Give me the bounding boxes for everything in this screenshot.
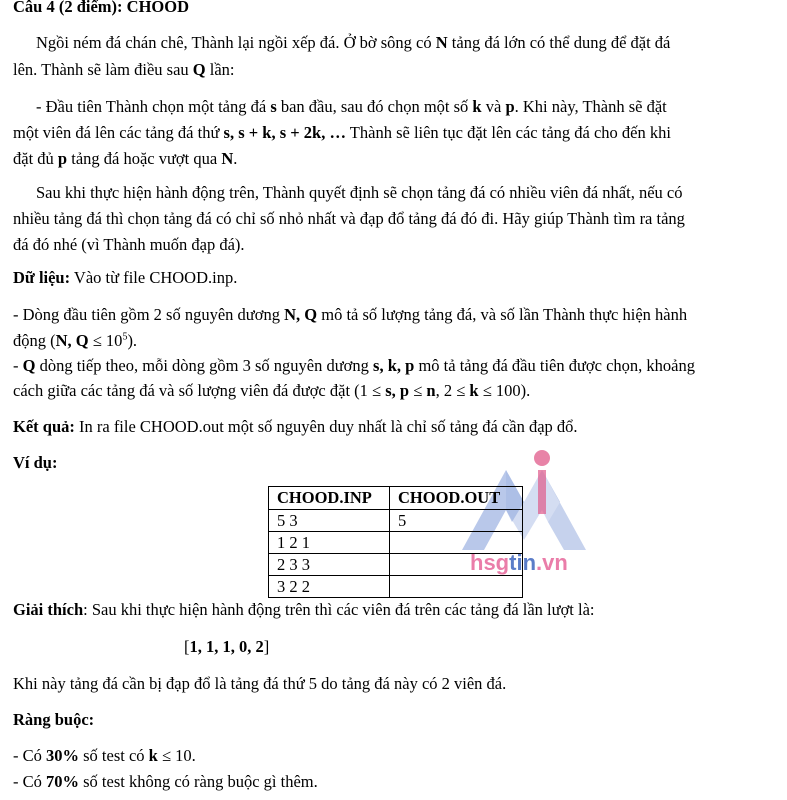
table-cell: 1 2 1 xyxy=(269,532,390,554)
explain-conclusion: Khi này tảng đá cần bị đạp đổ là tảng đá thứ 5 do tảng đá này có 2 viên đá. xyxy=(13,674,507,693)
watermark-text: hsgtin.vn xyxy=(470,550,568,575)
table-cell xyxy=(390,576,523,598)
input-line-4: cách giữa các tảng đá và số lượng viên đá được đặt (1 ≤ s, p ≤ n, 2 ≤ k ≤ 100). xyxy=(13,381,531,400)
decision-line-1: Sau khi thực hiện hành động trên, Thành quyết định sẽ chọn tảng đá có nhiều viên đá nhất, nếu có xyxy=(36,183,683,202)
table-row xyxy=(269,576,523,598)
output-heading: Kết quả: In ra file CHOOD.out một số nguyên duy nhất là chỉ số tảng đá cần đạp đổ. xyxy=(13,417,578,436)
input-line-2: động (N, $Q \le 10^5$). xyxy=(13,331,138,350)
table-cell: 2 3 3 xyxy=(269,554,390,576)
intro-line-1: Ngồi ném đá chán chê, Thành lại ngồi xếp đá. Ở bờ sông có N tảng đá lớn có thể dung để đặt đá xyxy=(36,33,671,52)
table-header-row xyxy=(269,487,523,510)
constraint-2: - Có 70% số test không có ràng buộc gì thêm. xyxy=(13,772,318,791)
explain-array: [1, 1, 1, 0, 2] xyxy=(184,637,270,656)
table-cell: 3 2 2 xyxy=(269,576,390,598)
example-table xyxy=(268,486,523,598)
process-line-3: đặt đủ p tảng đá hoặc vượt qua N. xyxy=(13,149,238,168)
decision-line-2: nhiều tảng đá thì chọn tảng đá có chỉ số nhỏ nhất và đạp đổ tảng đá đó đi. Hãy giúp Thành tìm ra tảng xyxy=(13,209,685,228)
input-line-3: - Q dòng tiếp theo, mỗi dòng gồm 3 số nguyên dương s, k, p mô tả tảng đá đầu tiên được chọn, khoảng xyxy=(13,356,696,375)
explain-line: Giải thích: Sau khi thực hiện hành động trên thì các viên đá trên các tảng đá lần lượt là: xyxy=(13,600,595,619)
table-cell: 5 3 xyxy=(269,510,390,532)
constraint-1: - Có 30% số test có k ≤ 10. xyxy=(13,746,196,765)
col-header-output: CHOOD.OUT xyxy=(390,487,523,510)
decision-line-3: đá đó nhé (vì Thành muốn đạp đá). xyxy=(13,235,245,254)
table-cell: 5 xyxy=(390,510,523,532)
example-heading: Ví dụ: xyxy=(13,453,58,472)
col-header-input: CHOOD.INP xyxy=(269,487,390,510)
process-line-1: - Đầu tiên Thành chọn một tảng đá s ban đầu, sau đó chọn một số k và p. Khi này, Thành sẽ đặt xyxy=(36,97,667,116)
intro-line-2: lên. Thành sẽ làm điều sau Q lần: xyxy=(13,60,235,79)
input-heading: Dữ liệu: Vào từ file CHOOD.inp. xyxy=(13,268,238,287)
constraints-heading: Ràng buộc: xyxy=(13,710,95,729)
process-line-2: một viên đá lên các tảng đá thứ s, s + k, s + 2k, … Thành sẽ liên tục đặt lên các tảng đá cho đến khi xyxy=(13,123,671,142)
table-row xyxy=(269,510,523,532)
input-line-1: - Dòng đầu tiên gồm 2 số nguyên dương N, Q mô tả số lượng tảng đá, và số lần Thành thực hiện hành xyxy=(13,305,688,324)
problem-title: Câu 4 (2 điểm): CHOOD xyxy=(13,0,189,16)
